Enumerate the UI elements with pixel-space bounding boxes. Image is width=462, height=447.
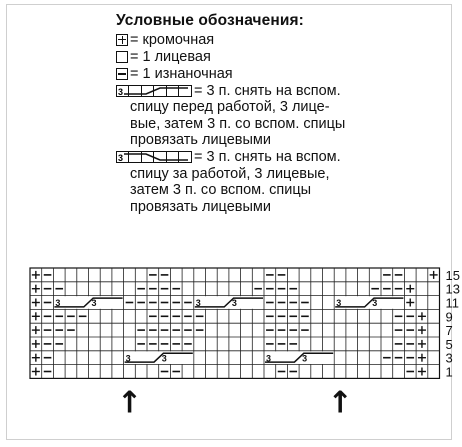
- cable-label: 3: [231, 298, 237, 309]
- row-number: 5: [445, 336, 453, 352]
- cable-label: 3: [55, 298, 61, 309]
- cable-label: 3: [336, 298, 342, 309]
- cable-label: 3: [125, 353, 131, 364]
- row-number: 7: [445, 323, 453, 339]
- cable-front-label: 3: [118, 86, 124, 97]
- cable-back-line1: = 3 п. снять на вспом.: [194, 149, 341, 165]
- cable-back-label: 3: [118, 153, 124, 163]
- up-arrow-icon: ↑: [116, 385, 143, 421]
- row-number: 15: [445, 267, 460, 283]
- up-arrow-icon: ↑: [327, 385, 353, 421]
- cable-front-line1: = 3 п. снять на вспом.: [194, 82, 341, 99]
- cable-label: 3: [161, 353, 167, 364]
- cable-label: 3: [195, 298, 201, 309]
- row-number: 9: [445, 309, 453, 325]
- legend-title: Условные обозначения:: [116, 12, 304, 29]
- cable-label: 3: [91, 298, 97, 309]
- cable-front-desc-line: вые, затем 3 п. со вспом. спицы: [130, 115, 346, 132]
- cable-label: 3: [372, 298, 378, 309]
- cable-back-desc-line: спицу за работой, 3 лицевые,: [130, 165, 330, 182]
- row-number: 1: [445, 364, 453, 380]
- cable-back-desc-line: провязать лицевыми: [130, 198, 271, 215]
- cable-front-desc-line: спицу перед работой, 3 лице-: [130, 99, 330, 115]
- cable-back-desc-line: затем 3 п. со вспом. спицы: [130, 182, 312, 198]
- cable-label: 3: [302, 353, 308, 364]
- cable-front-desc-line: провязать лицевыми: [130, 132, 271, 148]
- row-number: 11: [445, 295, 459, 311]
- legend-item-text: = кромочная: [130, 31, 215, 48]
- legend-item-text: = 1 лицевая: [130, 48, 211, 65]
- row-number: 3: [445, 350, 453, 366]
- legend-item-text: = 1 изнаночная: [130, 65, 233, 82]
- row-number: 13: [445, 281, 460, 297]
- cable-label: 3: [266, 353, 272, 364]
